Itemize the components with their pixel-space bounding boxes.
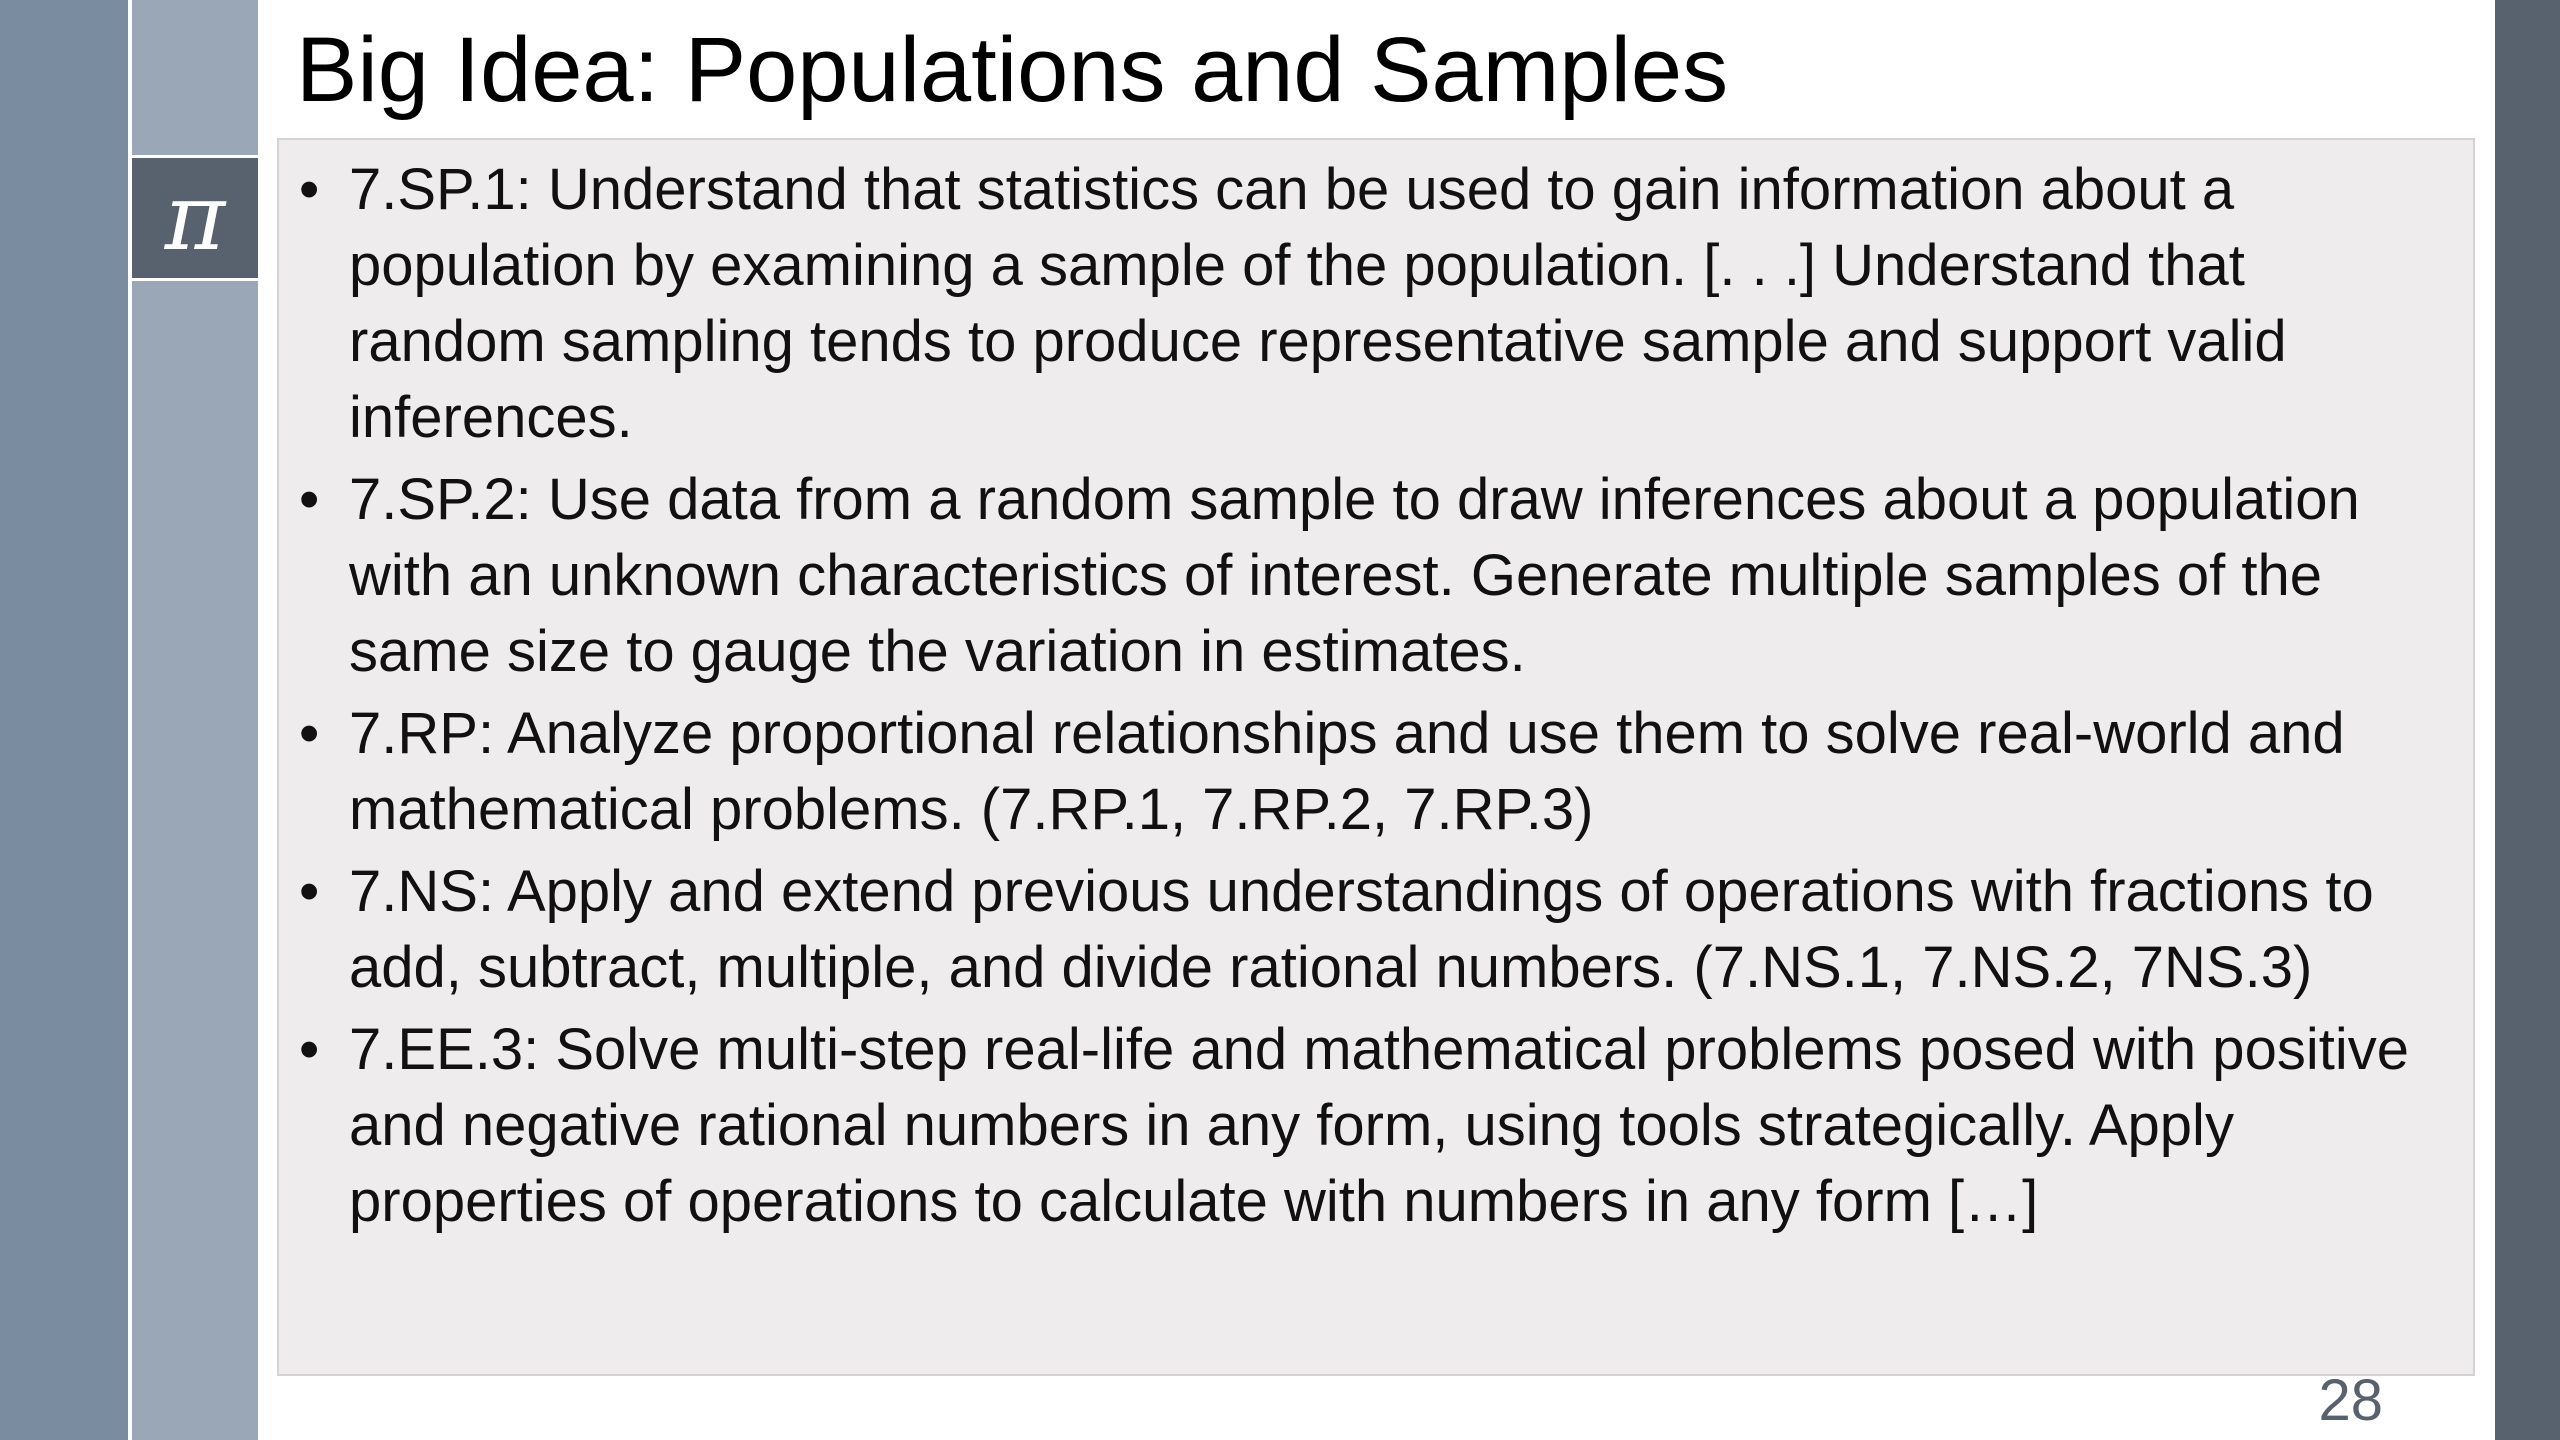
bullet-item-7-ee-3: • 7.EE.3: Solve multi-step real-life and mathematical problems posed with positive and negative rational numbers in any form, using tools strategically. Apply properties of operations to calculate with numbers in any form […] [279, 1012, 2443, 1240]
pi-logo-icon: π [132, 155, 258, 281]
slide-title: Big Idea: Populations and Samples [296, 19, 1729, 121]
bullet-item-7-sp-2: • 7.SP.2: Use data from a random sample to draw inferences about a population with an unknown characteristics of interest. Generate multiple samples of the same size to gauge the variation in estimates. [279, 462, 2443, 690]
bullet-list [279, 152, 2443, 1240]
bullet-item-7-rp: • 7.RP: Analyze proportional relationships and use them to solve real-world and mathematical problems. (7.RP.1, 7.RP.2, 7.RP.3) [279, 696, 2443, 848]
left-decorative-stripe [0, 0, 128, 1440]
bullet-item-7-ns: • 7.NS: Apply and extend previous understandings of operations with fractions to add, subtract, multiple, and divide rational numbers. (7.NS.1, 7.NS.2, 7NS.3) [279, 854, 2443, 1006]
content-box [277, 138, 2475, 1376]
right-decorative-stripe [2495, 0, 2560, 1440]
slide-number: 28 [2318, 1368, 2383, 1433]
bullet-item-7-sp-1: • 7.SP.1: Understand that statistics can be used to gain information about a population by examining a sample of the population. [. . .] Understand that random sampling tends to produce representative sample and support valid inferences. [279, 152, 2443, 456]
